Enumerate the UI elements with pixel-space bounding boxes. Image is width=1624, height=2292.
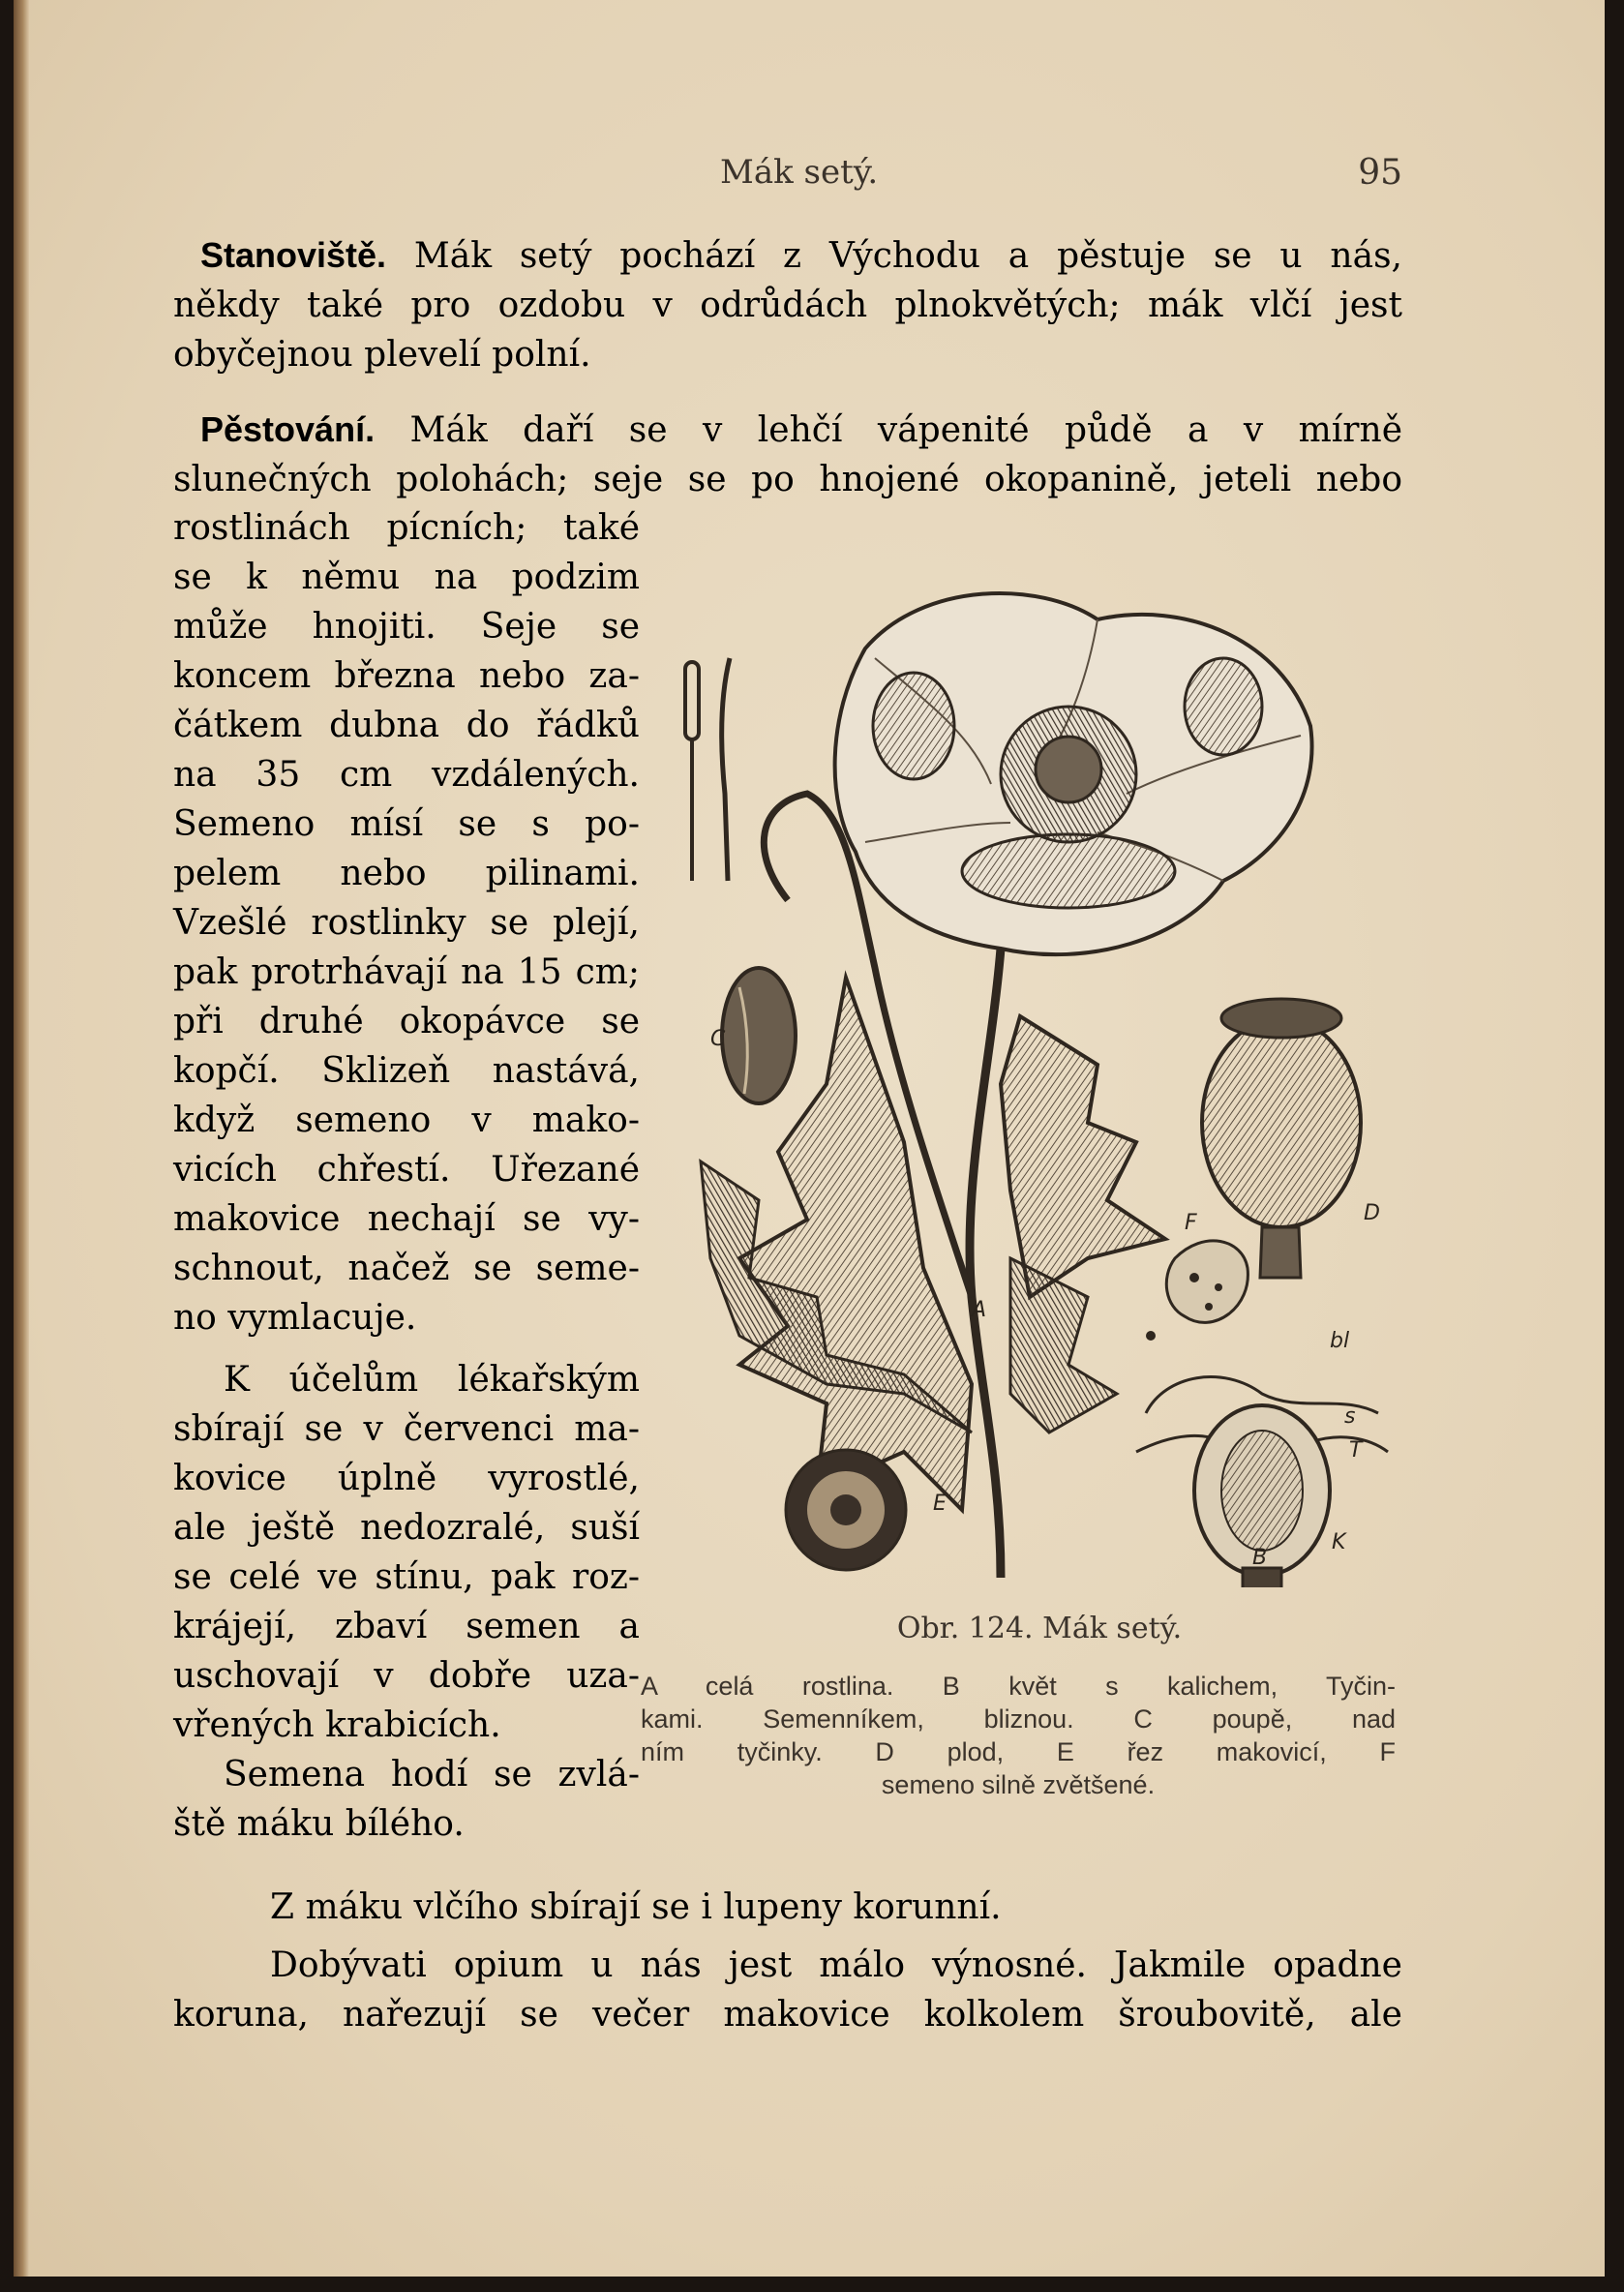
text-line: ale ještě nedozralé, suší: [173, 1508, 640, 1548]
figure-label-b: B: [1252, 1546, 1268, 1570]
figure-label-c: C: [710, 1027, 726, 1051]
text-line: kopčí. Sklizeň nastává,: [173, 1051, 640, 1091]
text-line: Vzešlé rostlinky se plejí,: [173, 903, 640, 943]
text-line: ště máku bílého.: [173, 1804, 465, 1844]
text-line: vřených krabicích.: [173, 1705, 501, 1745]
text-line: uschovají v dobře uza-: [173, 1656, 640, 1696]
text-line: rostlinách pícních; také: [173, 508, 640, 548]
text-line: Stanoviště. Mák setý pochází z Východu a pěstuje se u nás,: [173, 230, 1402, 281]
book-spine: [14, 0, 29, 2277]
paragraph-semena: [173, 1750, 640, 1849]
text-line: někdy také pro ozdobu v odrůdách plnokvětých; mák vlčí jest: [173, 286, 1402, 325]
book-page: [14, 0, 1605, 2277]
poppy-illustration-svg: [681, 561, 1407, 1587]
figure-label-a: A: [972, 1298, 987, 1322]
text-line: koncem března nebo za-: [173, 656, 640, 696]
poppy-seed: [1146, 1241, 1248, 1341]
text-line: Semena hodí se zvlá-: [224, 1755, 640, 1794]
text-line: no vymlacuje.: [173, 1298, 417, 1338]
text-line: na 35 cm vzdálených.: [173, 755, 640, 795]
paragraph-opium: [173, 1941, 1402, 2039]
page-number: 95: [1358, 153, 1402, 193]
section-heading-pestovani: Pěstování.: [200, 409, 376, 449]
paragraph-pestovani: [173, 405, 1402, 504]
text-line: když semeno v mako-: [173, 1101, 640, 1140]
text-line: se k němu na podzim: [173, 558, 640, 597]
figure-label-t: T: [1349, 1438, 1363, 1463]
figure-label-k: K: [1332, 1530, 1346, 1554]
figure-caption-title: Obr. 124. Mák setý.: [896, 1612, 1183, 1645]
text-line: pelem nebo pilinami.: [173, 854, 640, 893]
page-header: [183, 153, 1402, 201]
paragraph-mak-vlci: [173, 1883, 1402, 1932]
text-line: slunečných polohách; seje se po hnojené okopanině, jeteli nebo: [173, 460, 1402, 499]
text-line: čátkem dubna do řádků: [173, 706, 640, 745]
text-line: obyčejnou plevelí polní.: [173, 335, 591, 375]
figure-caption: [641, 1670, 1396, 1801]
text-line: koruna, nařezují se večer makovice kolkolem šroubovitě, ale: [173, 1995, 1402, 2035]
poppy-capsule: [1202, 999, 1361, 1278]
figure-label-bl: bl: [1330, 1329, 1350, 1353]
text-line: při druhé okopávce se: [173, 1002, 640, 1041]
paragraph-stanoviste: [173, 230, 1402, 379]
text-line: makovice nechají se vy-: [173, 1199, 640, 1239]
text-line: krájejí, zbaví semen a: [173, 1607, 640, 1646]
stamen-detail: [685, 658, 730, 881]
caption-line: kami. Semenníkem, bliznou. C poupě, nad: [641, 1704, 1396, 1734]
caption-line: A celá rostlina. B květ s kalichem, Tyčin-: [641, 1672, 1396, 1701]
figure-label-s: s: [1344, 1404, 1356, 1429]
text-line: může hnojiti. Seje se: [173, 607, 640, 647]
section-heading-stanoviste: Stanoviště.: [200, 235, 387, 275]
text-line: kovice úplně vyrostlé,: [173, 1459, 640, 1498]
text-line: vicích chřestí. Uřezané: [173, 1150, 640, 1190]
poppy-illustration: [681, 561, 1407, 1587]
caption-line: ním tyčinky. D plod, E řez makovicí, F: [641, 1737, 1396, 1766]
poppy-bud: [722, 968, 796, 1103]
text-line: Semeno mísí se s po-: [173, 804, 640, 844]
poppy-flower: [835, 593, 1312, 954]
text-line: se celé ve stínu, pak roz-: [173, 1557, 640, 1597]
paragraph-pestovani-column: [173, 503, 640, 1342]
text-line: schnout, načež se seme-: [173, 1249, 640, 1288]
caption-line: semeno silně zvětšené.: [881, 1770, 1156, 1799]
figure-label-f: F: [1185, 1211, 1197, 1235]
capsule-cross-section: [786, 1450, 906, 1570]
text-line: sbírají se v červenci ma-: [173, 1409, 640, 1449]
figure-label-d: D: [1364, 1201, 1380, 1225]
running-title: Mák setý.: [720, 153, 879, 192]
text-line: K účelům lékařským: [224, 1360, 640, 1400]
text-line: pak protrhávají na 15 cm;: [173, 952, 640, 992]
text-line: Dobývati opium u nás jest málo výnosné. Jakmile opadne: [270, 1945, 1402, 1985]
paragraph-lekarske-ucely: [173, 1355, 640, 1750]
figure-label-e: E: [933, 1492, 947, 1516]
text-line: Pěstování. Mák daří se v lehčí vápenité půdě a v mírně: [173, 405, 1402, 455]
text-line: Z máku vlčího sbírají se i lupeny korunní.: [270, 1887, 1002, 1927]
